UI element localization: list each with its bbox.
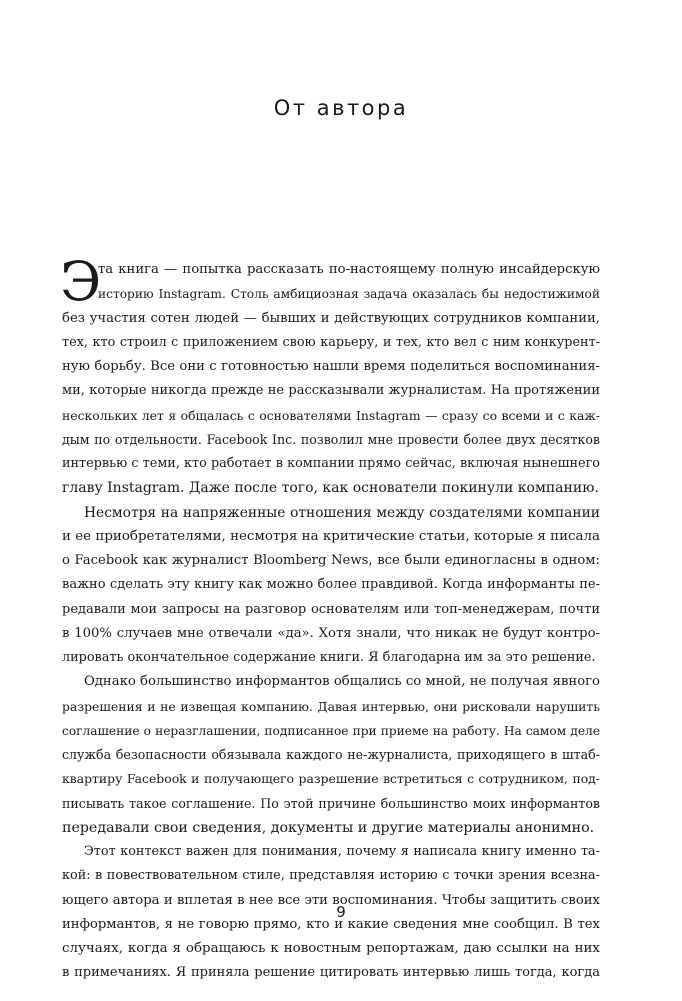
text-line: ющего автора и вплетая в нее все эти воспоминания. Чтобы защитить своих: [62, 892, 600, 908]
text-line: писывать такое соглашение. По этой причине большинство моих информантов: [62, 795, 600, 811]
text-line: редавали мои запросы на разговор основателям или топ-менеджерам, почти: [62, 601, 600, 617]
text-line: ную борьбу. Все они с готовностью нашли время поделиться воспоминания-: [62, 359, 600, 374]
text-line: лировать окончательное содержание книги. Я благодарна им за это решение.: [62, 650, 596, 665]
text-line: важно сделать эту книгу как можно более правдивой. Когда информанты пе-: [62, 577, 600, 593]
text-line: та книга — попытка рассказать по-настоящему полную инсайдерскую: [98, 262, 600, 277]
text-line: дым по отдельности. Facebook Inc. позволил мне провести более двух десятков: [62, 431, 600, 447]
text-line: передавали свои сведения, документы и другие материалы анонимно.: [62, 819, 595, 836]
paragraph-3: [62, 670, 600, 840]
body-text: [60, 250, 600, 986]
text-line: нескольких лет я общалась с основателями Instagram — сразу со всеми и с каж-: [62, 407, 600, 423]
text-line: Однако большинство информантов общались со мной, не получая явного: [84, 674, 600, 690]
text-line: без участия сотен людей — бывших и действующих сотрудников компании,: [62, 310, 600, 326]
text-line: кой: в повествовательном стиле, представляя историю с точки зрения всезна-: [62, 868, 600, 884]
paragraph-2: [62, 501, 600, 671]
text-line: разрешения и не извещая компанию. Давая интервью, они рисковали нарушить: [62, 698, 600, 714]
drop-cap: Э: [60, 250, 102, 313]
text-line: служба безопасности обязывала каждого не-журналиста, приходящего в штаб-: [62, 747, 600, 762]
text-line: соглашение о неразглашении, подписанное при приеме на работу. На самом деле: [62, 723, 600, 738]
text-line: случаях, когда я обращаюсь к новостным репортажам, даю ссылки на них: [62, 941, 600, 956]
text-line: Несмотря на напряженные отношения между создателями компании: [84, 504, 600, 521]
text-line: Этот контекст важен для понимания, почему я написала книгу именно та-: [84, 844, 600, 859]
text-line: тех, кто строил с приложением свою карьеру, и тех, кто вел с ним конкурент-: [62, 334, 600, 350]
paragraph-1: [60, 250, 600, 501]
text-line: главу Instagram. Даже после того, как основатели покинули компанию.: [62, 480, 599, 497]
text-line: и ее приобретателями, несмотря на критические статьи, которые я писала: [62, 528, 600, 544]
text-line: квартиру Facebook и получающего разрешение встретиться с сотрудником, под-: [62, 771, 600, 787]
text-line: историю Instagram. Столь амбициозная задача оказалась бы недостижимой: [98, 287, 600, 302]
text-line: ми, которые никогда прежде не рассказывали журналистам. На протяжении: [62, 383, 600, 399]
text-line: информантов, я не говорю прямо, кто и какие сведения мне сообщил. В тех: [62, 916, 600, 932]
text-line: о Facebook как журналист Bloomberg News, все были единогласны в одном:: [62, 553, 600, 568]
text-line: в 100% случаев мне отвечали «да». Хотя знали, что никак не будут контро-: [62, 625, 600, 641]
page-number: 9: [336, 903, 346, 921]
chapter-title: От автора: [273, 96, 409, 120]
text-line: интервью с теми, кто работает в компании прямо сейчас, включая нынешнего: [62, 456, 600, 471]
text-line: в примечаниях. Я приняла решение цитировать интервью лишь тогда, когда: [62, 965, 600, 981]
